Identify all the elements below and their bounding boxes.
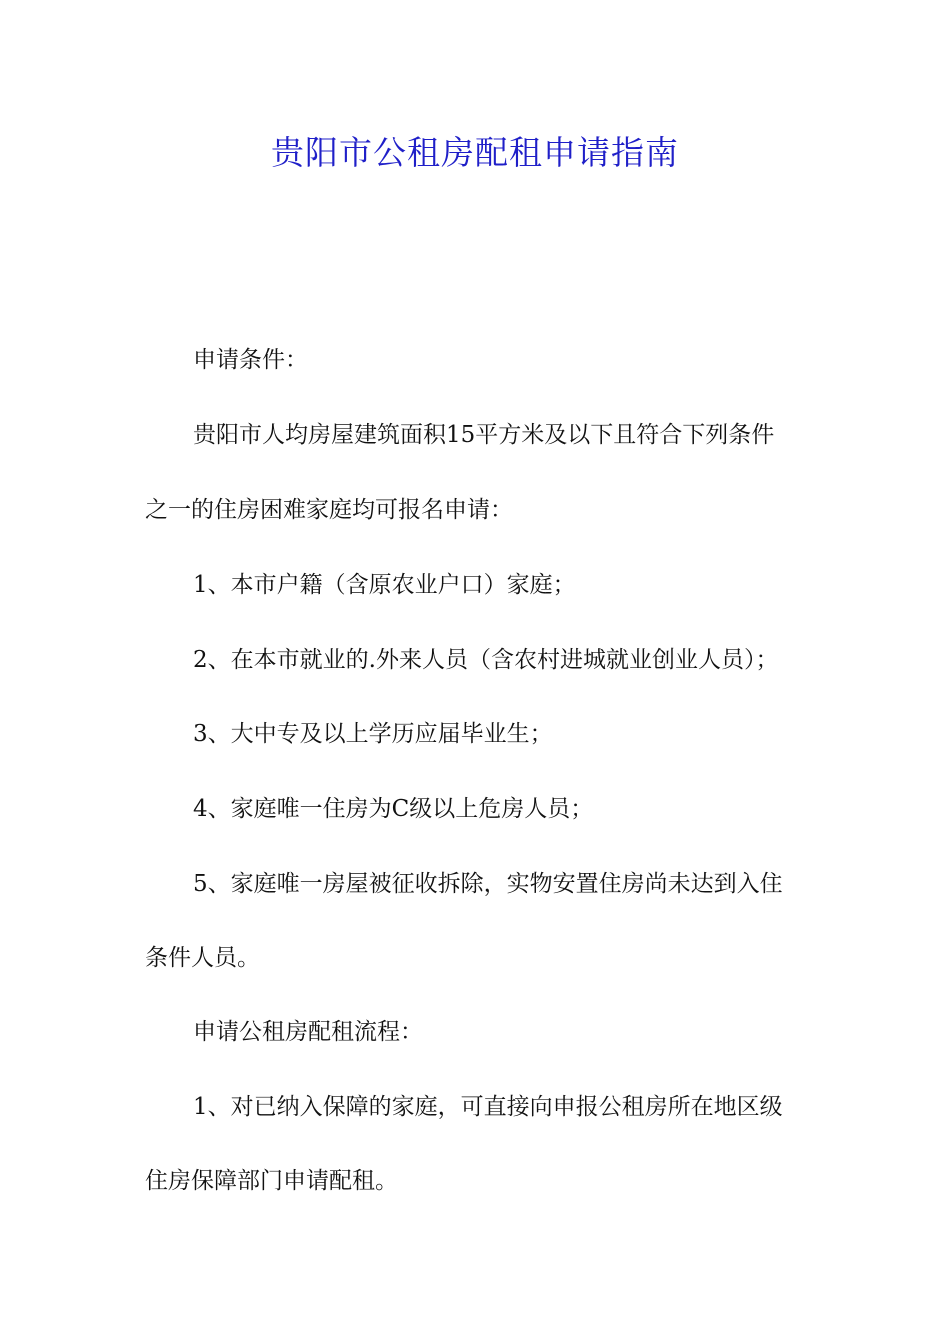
list-item-continuation: 条件人员。 [145,945,260,971]
list-item: 4、家庭唯一住房为C级以上危房人员； [193,796,594,822]
list-item: 1、本市户籍（含原农业户口）家庭； [193,572,576,598]
document-title: 贵阳市公租房配租申请指南 [271,133,679,172]
list-item-continuation: 住房保障部门申请配租。 [145,1168,398,1194]
list-item: 5、家庭唯一房屋被征收拆除，实物安置住房尚未达到入住 [193,871,783,897]
section-heading-process: 申请公租房配租流程： [193,1019,423,1045]
paragraph-line: 贵阳市人均房屋建筑面积15平方米及以下且符合下列条件 [193,422,775,448]
list-item: 2、在本市就业的.外来人员（含农村进城就业创业人员）； [193,647,779,673]
list-item: 3、大中专及以上学历应届毕业生； [193,721,553,747]
section-heading-conditions: 申请条件： [193,347,308,373]
paragraph-line: 之一的住房困难家庭均可报名申请： [145,497,513,523]
list-item: 1、对已纳入保障的家庭，可直接向申报公租房所在地区级 [193,1094,783,1120]
